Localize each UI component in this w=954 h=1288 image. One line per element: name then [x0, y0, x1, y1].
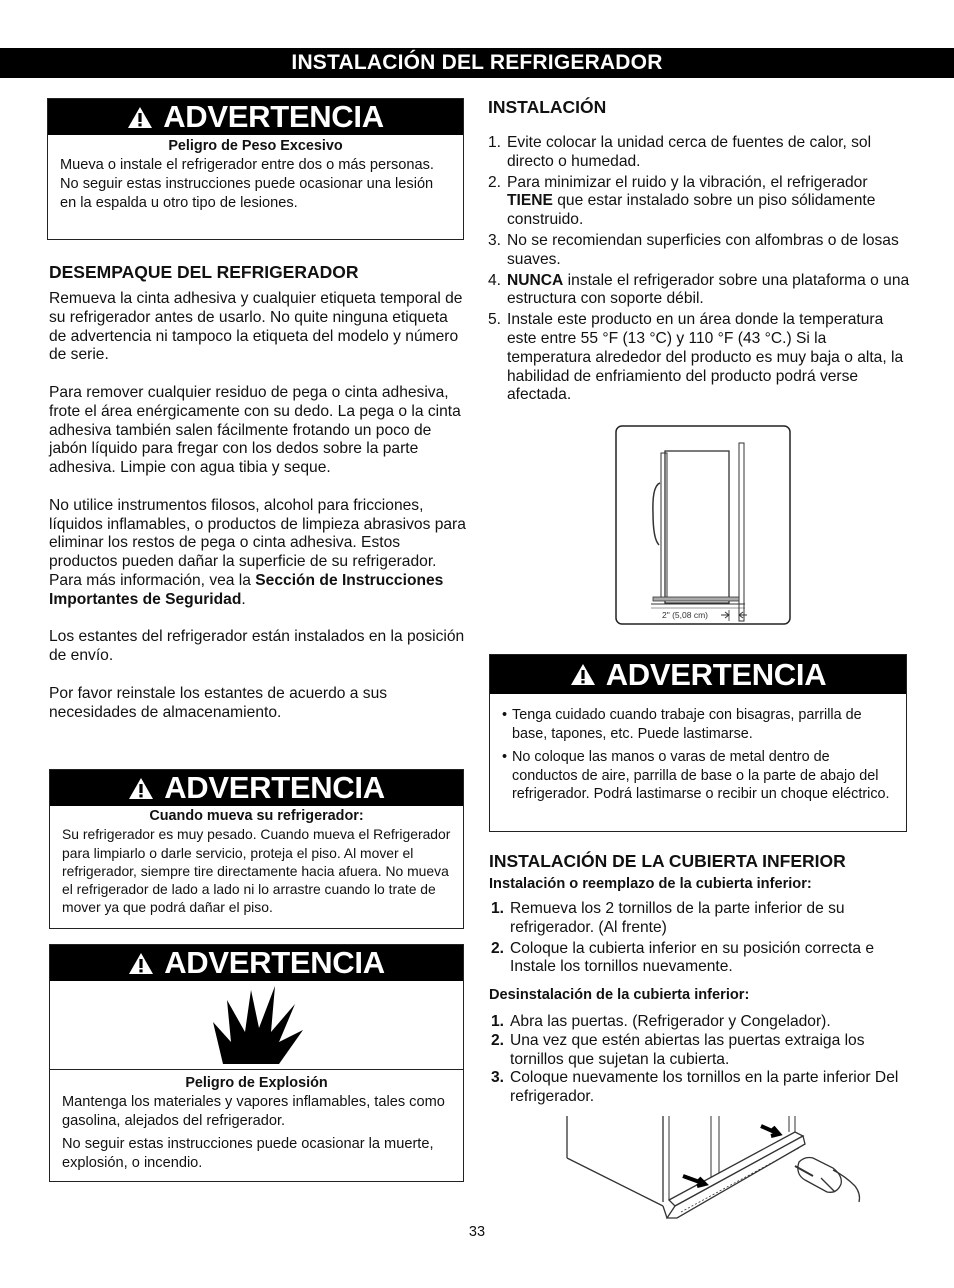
clearance-label: 2" (5,08 cm): [661, 610, 709, 620]
warning-triangle-icon: [128, 952, 154, 975]
warning-line: Mueva o instale el refrigerador entre dos o más personas.: [60, 157, 434, 173]
section-heading-cover: INSTALACIÓN DE LA CUBIERTA INFERIOR: [489, 851, 846, 871]
warning-header: [490, 655, 906, 694]
warning-box-moving: [49, 769, 464, 929]
warning-line: No seguir estas instrucciones puede ocasionar una lesión en la espalda u otro tipo de lesiones.: [60, 176, 434, 211]
list-item: 1. Evite colocar la unidad cerca de fuentes de calor, sol directo o humedad.: [488, 134, 872, 170]
unpack-text: [49, 290, 469, 741]
list-item: • No coloque las manos o varas de metal dentro de conductos de aire, parrilla de base o la parte de abajo del refrigerador. Podrá lastimarse o recibir un choque eléctrico.: [502, 749, 890, 803]
warning-title: ADVERTENCIA: [163, 99, 384, 134]
list-item: 5. Instale este producto en un área donde la temperatura este entre 55 °F (13 °C) y 110 °F (43 °C.) Si la temperatura alrededor del producto es muy baja o alta, la habilidad de enfriamiento del producto podrá verse afectada.: [488, 311, 904, 404]
warning-title: ADVERTENCIA: [605, 656, 827, 692]
warning-text: Su refrigerador es muy pesado. Cuando mueva el Refrigerador para limpiarlo o darle servicio, proteja el piso. Al mover el refrigerador, siempre tire directamente hacia afuera. No mueva el refrigerador de lado a lado ni lo arrastre cuando lo trate de mover ya que podrá dañar el piso.: [62, 826, 451, 916]
warning-subtitle: Cuando mueva su refrigerador:: [149, 808, 364, 824]
warning-title: ADVERTENCIA: [164, 945, 385, 980]
cover-subheading-install: Instalación o reemplazo de la cubierta inferior:: [489, 876, 812, 892]
cover-install-steps: [491, 900, 911, 979]
warning-box-weight: [47, 98, 464, 240]
list-item: 1. Remueva los 2 tornillos de la parte inferior de su refrigerador. (Al frente): [491, 900, 845, 936]
warning-bullets: [490, 694, 906, 804]
list-item: 4. NUNCA instale el refrigerador sobre una plataforma o una estructura con soporte débil.: [488, 271, 910, 308]
warning-header: [50, 945, 463, 981]
warning-subtitle: Peligro de Explosión: [185, 1075, 328, 1091]
bottom-cover-diagram: [563, 1114, 863, 1226]
list-item: 2. Una vez que estén abiertas las puertas extraiga los tornillos que sujetan la cubierta.: [491, 1031, 865, 1068]
page-banner: INSTALACIÓN DEL REFRIGERADOR: [0, 48, 954, 78]
warning-triangle-icon: [128, 777, 154, 800]
warning-triangle-icon: [570, 663, 596, 686]
list-item: 3. No se recomiendan superficies con alfombras o de losas suaves.: [488, 231, 899, 268]
list-item: 1. Abra las puertas. (Refrigerador y Congelador).: [491, 1013, 831, 1030]
cover-subheading-remove: Desinstalación de la cubierta inferior:: [489, 987, 750, 1003]
page-number: 33: [468, 1224, 486, 1240]
warning-header: [50, 770, 463, 806]
warning-line: No seguir estas instrucciones puede ocasionar la muerte, explosión, o incendio.: [62, 1136, 434, 1171]
cover-remove-steps: [491, 1013, 911, 1107]
warning-title: ADVERTENCIA: [164, 770, 385, 805]
paragraph: Para remover cualquier residuo de pega o cinta adhesiva, frote el área enérgicamente con su dedo. La pega o la cinta adhesiva también salen fácilmente frotando un poco de jabón líquido para fregar con los dedos sobre la parte adhesiva. Limpie con agua tibia y seque.: [49, 383, 461, 477]
list-item: • Tenga cuidado cuando trabaje con bisagras, parrilla de base, tapones, etc. Puede lastimarse.: [502, 707, 862, 742]
installation-list: [488, 134, 914, 407]
paragraph: Los estantes del refrigerador están instalados en la posición de envío.: [49, 628, 465, 665]
section-heading-installation: INSTALACIÓN: [488, 97, 607, 117]
explosion-icon: [207, 984, 307, 1066]
warning-header: [48, 99, 463, 135]
warning-triangle-icon: [127, 106, 153, 129]
warning-box-explosion: [49, 944, 464, 1182]
paragraph: No utilice instrumentos filosos, alcohol para fricciones, líquidos inflamables, o productos de limpieza abrasivos para eliminar los restos de pega o cinta adhesiva. Estos productos pueden dañar la superficie de su refrigerador. Para más información, vea la Sección de Instrucciones Importantes de Seguridad.: [49, 496, 466, 608]
safety-section-reference: Sección de Instrucciones Importantes de Seguridad: [49, 571, 444, 608]
section-heading-unpack: DESEMPAQUE DEL REFRIGERADOR: [49, 262, 359, 282]
list-item: 2. Coloque la cubierta inferior en su posición correcta e Instale los tornillos nuevamente.: [491, 939, 875, 976]
warning-subtitle: Peligro de Peso Excesivo: [168, 138, 343, 154]
warning-line: Mantenga los materiales y vapores inflamables, tales como gasolina, alejados del refrigerador.: [62, 1094, 445, 1129]
paragraph: Remueva la cinta adhesiva y cualquier etiqueta temporal de su refrigerador antes de usarlo. No quite ninguna etiqueta de advertencia ni tampoco la etiqueta del modelo y número de serie.: [49, 290, 463, 364]
warning-box-hinges: [489, 654, 907, 832]
paragraph: Por favor reinstale los estantes de acuerdo a sus necesidades de almacenamiento.: [49, 684, 388, 721]
explosion-symbol-area: [50, 981, 463, 1070]
list-item: 3. Coloque nuevamente los tornillos en la parte inferior Del refrigerador.: [491, 1069, 899, 1106]
clearance-diagram: [615, 425, 791, 625]
list-item: 2. Para minimizar el ruido y la vibración, el refrigerador TIENE que estar instalado sobre un piso sólidamente construido.: [488, 173, 876, 229]
